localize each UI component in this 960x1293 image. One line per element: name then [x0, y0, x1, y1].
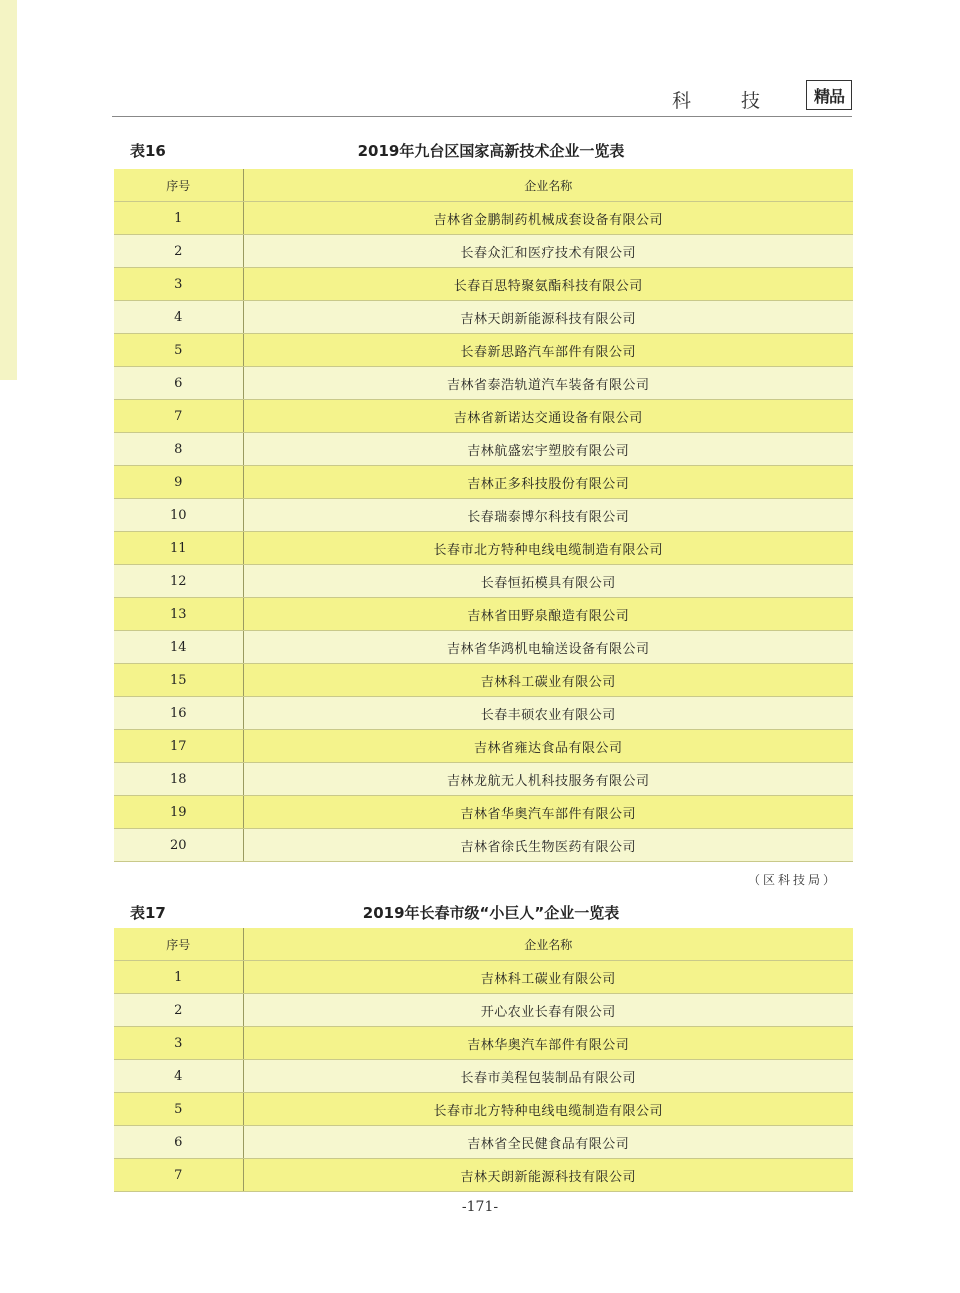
- side-color-bar: [0, 0, 17, 380]
- row-number: 3: [114, 268, 243, 301]
- table16-label: 表16: [130, 142, 166, 160]
- table-header-row: [114, 928, 853, 961]
- table-row: [114, 466, 853, 499]
- row-number: 2: [114, 235, 243, 268]
- table-row: [114, 829, 853, 862]
- company-name: 吉林华奥汽车部件有限公司: [243, 1027, 853, 1060]
- company-name: 吉林科工碳业有限公司: [243, 664, 853, 697]
- table-row: [114, 631, 853, 664]
- row-number: 2: [114, 994, 243, 1027]
- row-number: 17: [114, 730, 243, 763]
- table-row: [114, 499, 853, 532]
- table-header-row: [114, 169, 853, 202]
- row-number: 3: [114, 1027, 243, 1060]
- row-number: 8: [114, 433, 243, 466]
- table16: [114, 169, 853, 862]
- table-row: [114, 697, 853, 730]
- table-row: [114, 532, 853, 565]
- row-number: 7: [114, 1159, 243, 1192]
- company-name: 长春新思路汽车部件有限公司: [243, 334, 853, 367]
- row-number: 16: [114, 697, 243, 730]
- jingpin-logo: [806, 80, 852, 110]
- logo-text: 精品: [813, 86, 844, 106]
- table16-source: （区科技局）: [747, 873, 838, 887]
- row-number: 12: [114, 565, 243, 598]
- table-row: [114, 796, 853, 829]
- company-name: 长春百思特聚氨酯科技有限公司: [243, 268, 853, 301]
- row-number: 9: [114, 466, 243, 499]
- column-header-number: 序号: [114, 169, 243, 202]
- row-number: 20: [114, 829, 243, 862]
- company-name: 吉林龙航无人机科技服务有限公司: [243, 763, 853, 796]
- table-row: [114, 763, 853, 796]
- company-name: 长春市美程包装制品有限公司: [243, 1060, 853, 1093]
- table-row: [114, 235, 853, 268]
- table-row: [114, 961, 853, 994]
- column-header-number: 序号: [114, 928, 243, 961]
- row-number: 15: [114, 664, 243, 697]
- company-name: 吉林省金鹏制药机械成套设备有限公司: [243, 202, 853, 235]
- table-row: [114, 301, 853, 334]
- row-number: 5: [114, 1093, 243, 1126]
- company-name: 长春恒拓模具有限公司: [243, 565, 853, 598]
- row-number: 6: [114, 367, 243, 400]
- table-row: [114, 994, 853, 1027]
- table17-title: 2019年长春市级“小巨人”企业一览表: [362, 904, 620, 922]
- column-header-company: 企业名称: [243, 169, 853, 202]
- company-name: 长春瑞泰博尔科技有限公司: [243, 499, 853, 532]
- table-row: [114, 1060, 853, 1093]
- company-name: 吉林省泰浩轨道汽车装备有限公司: [243, 367, 853, 400]
- section-title: 科 技: [671, 90, 782, 112]
- table16-caption: [130, 140, 852, 164]
- row-number: 7: [114, 400, 243, 433]
- table17-label: 表17: [130, 904, 166, 922]
- row-number: 10: [114, 499, 243, 532]
- table-row: [114, 268, 853, 301]
- company-name: 开心农业长春有限公司: [243, 994, 853, 1027]
- table-row: [114, 1126, 853, 1159]
- company-name: 长春市北方特种电线电缆制造有限公司: [243, 1093, 853, 1126]
- company-name: 吉林天朗新能源科技有限公司: [243, 301, 853, 334]
- row-number: 18: [114, 763, 243, 796]
- table-row: [114, 433, 853, 466]
- row-number: 6: [114, 1126, 243, 1159]
- row-number: 19: [114, 796, 243, 829]
- table17: [114, 928, 853, 1192]
- table-row: [114, 400, 853, 433]
- row-number: 1: [114, 961, 243, 994]
- row-number: 5: [114, 334, 243, 367]
- table-row: [114, 367, 853, 400]
- page-number: -171-: [461, 1199, 499, 1215]
- company-name: 吉林省雍达食品有限公司: [243, 730, 853, 763]
- company-name: 吉林省徐氏生物医药有限公司: [243, 829, 853, 862]
- table-row: [114, 1027, 853, 1060]
- column-header-company: 企业名称: [243, 928, 853, 961]
- company-name: 吉林省华奥汽车部件有限公司: [243, 796, 853, 829]
- row-number: 4: [114, 301, 243, 334]
- table-row: [114, 598, 853, 631]
- table-row: [114, 664, 853, 697]
- row-number: 4: [114, 1060, 243, 1093]
- table17-caption: [130, 902, 852, 926]
- company-name: 吉林省全民健食品有限公司: [243, 1126, 853, 1159]
- company-name: 长春丰硕农业有限公司: [243, 697, 853, 730]
- table-row: [114, 730, 853, 763]
- company-name: 吉林天朗新能源科技有限公司: [243, 1159, 853, 1192]
- company-name: 吉林省华鸿机电输送设备有限公司: [243, 631, 853, 664]
- company-name: 长春市北方特种电线电缆制造有限公司: [243, 532, 853, 565]
- page-header: [112, 80, 852, 117]
- table-row: [114, 565, 853, 598]
- company-name: 吉林省田野泉酿造有限公司: [243, 598, 853, 631]
- row-number: 14: [114, 631, 243, 664]
- company-name: 吉林科工碳业有限公司: [243, 961, 853, 994]
- company-name: 长春众汇和医疗技术有限公司: [243, 235, 853, 268]
- row-number: 11: [114, 532, 243, 565]
- row-number: 13: [114, 598, 243, 631]
- table-row: [114, 1093, 853, 1126]
- company-name: 吉林航盛宏宇塑胶有限公司: [243, 433, 853, 466]
- company-name: 吉林正多科技股份有限公司: [243, 466, 853, 499]
- table16-title: 2019年九台区国家高新技术企业一览表: [357, 142, 625, 160]
- table-row: [114, 1159, 853, 1192]
- company-name: 吉林省新诺达交通设备有限公司: [243, 400, 853, 433]
- table-row: [114, 334, 853, 367]
- table-row: [114, 202, 853, 235]
- row-number: 1: [114, 202, 243, 235]
